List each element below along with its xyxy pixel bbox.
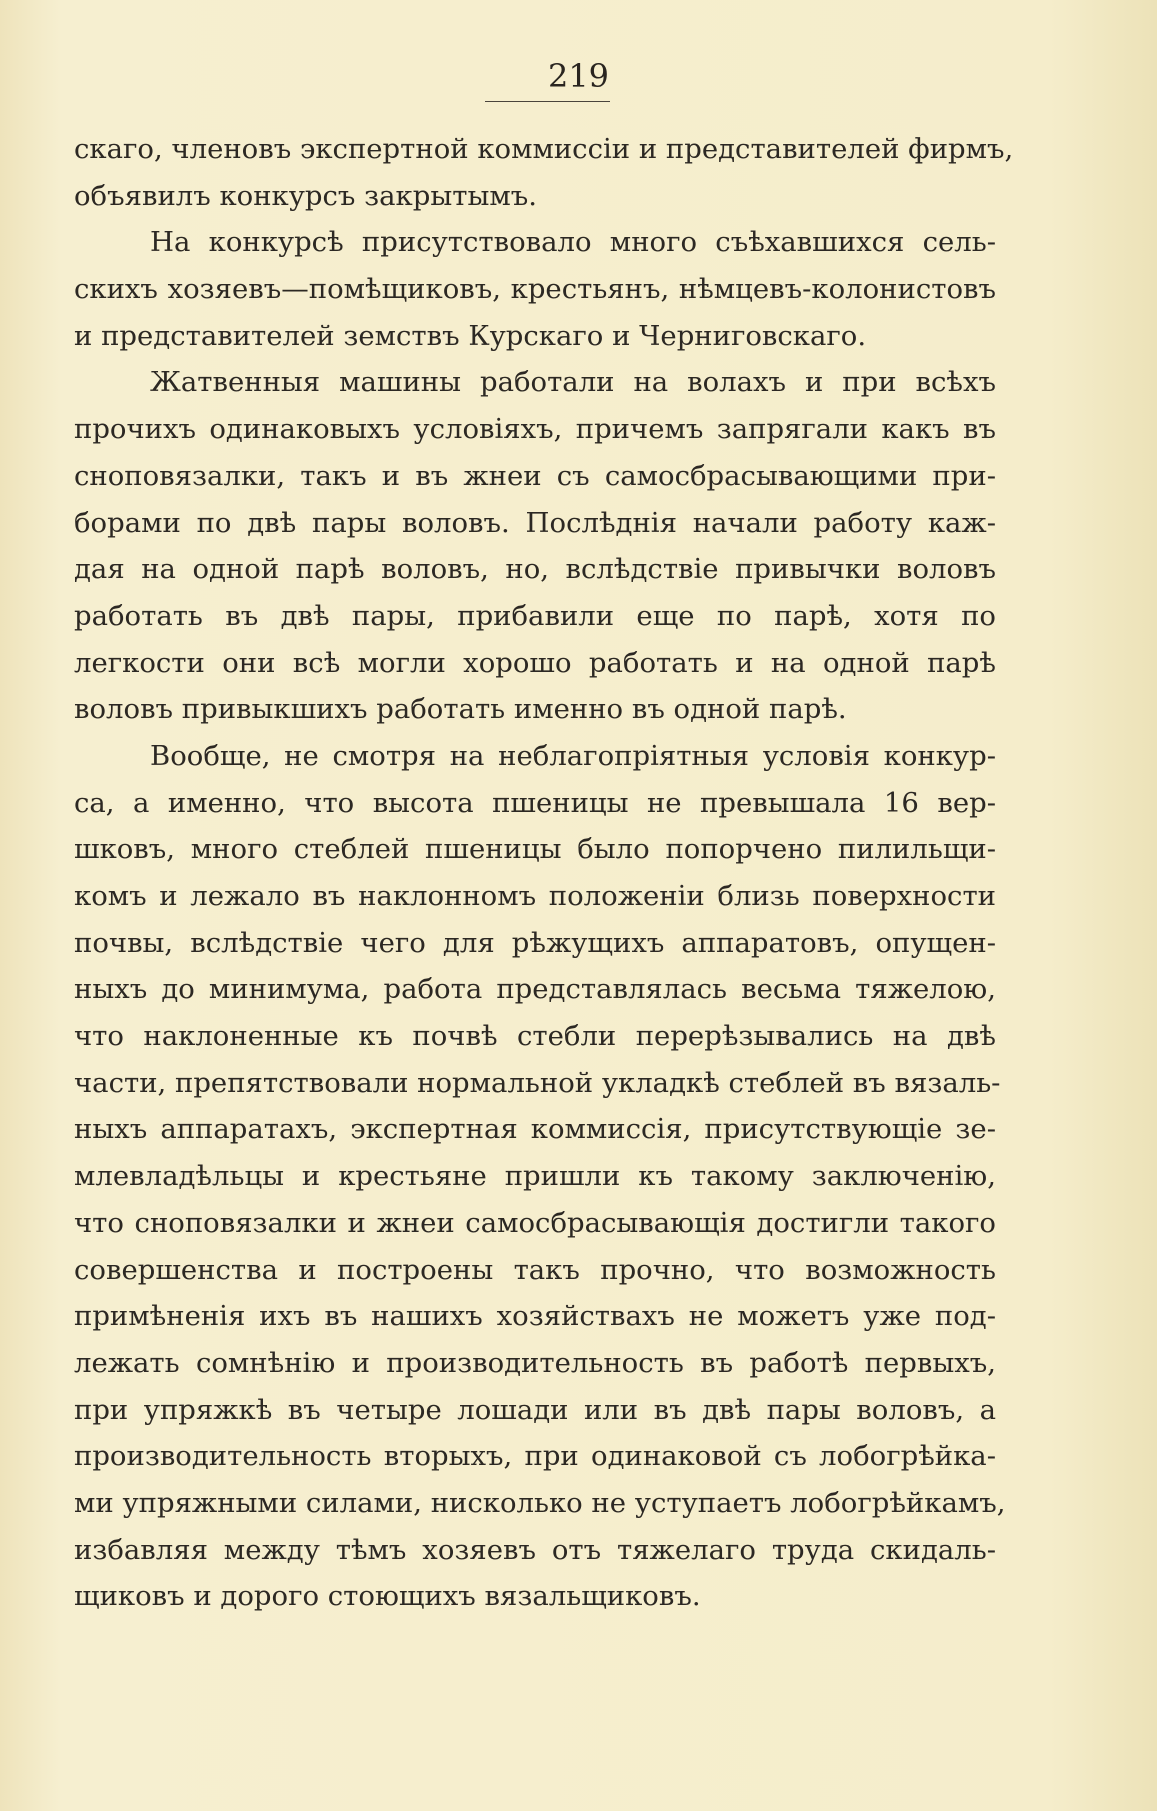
text-line: шковъ, много стеблей пшеницы было попорчено пилильщи-	[74, 833, 996, 866]
text-line: ныхъ аппаратахъ, экспертная коммиссія, присутствующіе зе-	[74, 1113, 996, 1146]
text-line: объявилъ конкурсъ закрытымъ.	[74, 179, 537, 212]
text-line: работать въ двѣ пары, прибавили еще по парѣ, хотя по	[74, 599, 996, 632]
text-line: щиковъ и дорого стоющихъ вязальщиковъ.	[74, 1580, 701, 1613]
text-line: совершенства и построены такъ прочно, что возможность	[74, 1253, 996, 1286]
text-line: воловъ привыкшихъ работать именно въ одной парѣ.	[74, 693, 847, 726]
text-line: сноповязалки, такъ и въ жнеи съ самосбрасывающими при-	[74, 459, 996, 492]
text-line: легкости они всѣ могли хорошо работать и на одной парѣ	[74, 646, 996, 679]
text-line: са, а именно, что высота пшеницы не превышала 16 вер-	[74, 786, 996, 819]
text-line: дая на одной парѣ воловъ, но, вслѣдствіе привычки воловъ	[74, 553, 996, 586]
text-line: что наклоненные къ почвѣ стебли перерѣзывались на двѣ	[74, 1020, 996, 1053]
text-line: почвы, вслѣдствіе чего для рѣжущихъ аппаратовъ, опущен-	[74, 926, 996, 959]
text-line: борами по двѣ пары воловъ. Послѣднія начали работу каж-	[74, 506, 996, 539]
text-line: что сноповязалки и жнеи самосбрасывающія достигли такого	[74, 1206, 996, 1239]
text-line: лежать сомнѣнію и производительность въ работѣ первыхъ,	[74, 1346, 996, 1379]
page-number-rule	[485, 101, 610, 102]
text-line: примѣненія ихъ въ нашихъ хозяйствахъ не можетъ уже под-	[74, 1300, 996, 1333]
text-line: млевладѣльцы и крестьяне пришли къ такому заключенію,	[74, 1160, 996, 1193]
text-line: производительность вторыхъ, при одинаковой съ лобогрѣйка-	[74, 1440, 996, 1473]
text-line: и представителей земствъ Курскаго и Черниговскаго.	[74, 319, 867, 352]
text-line: скаго, членовъ экспертной коммиссіи и представителей фирмъ,	[74, 133, 1014, 165]
text-line: избавляя между тѣмъ хозяевъ отъ тяжелаго труда скидаль-	[74, 1533, 996, 1566]
text-line: Вообще, не смотря на неблагопріятныя условія конкур-	[150, 739, 996, 772]
text-line: части, препятствовали нормальной укладкѣ стеблей въ вязаль-	[74, 1066, 1001, 1099]
text-line: ми упряжными силами, нисколько не уступаетъ лобогрѣйкамъ,	[74, 1486, 1006, 1519]
text-line: ныхъ до минимума, работа представлялась весьма тяжелою,	[74, 973, 996, 1006]
text-line: комъ и лежало въ наклонномъ положеніи близь поверхности	[74, 880, 996, 912]
page-number: 219	[547, 57, 610, 95]
text-line: скихъ хозяевъ—помѣщиковъ, крестьянъ, нѣмцевъ-колонистовъ	[74, 273, 996, 306]
text-line: при упряжкѣ въ четыре лошади или въ двѣ пары воловъ, а	[74, 1393, 996, 1426]
text-line: Жатвенныя машины работали на волахъ и при всѣхъ	[150, 366, 996, 399]
text-line: На конкурсѣ присутствовало много съѣхавшихся сель-	[150, 226, 996, 259]
text-line: прочихъ одинаковыхъ условіяхъ, причемъ запрягали какъ въ	[74, 413, 996, 446]
body-text	[74, 126, 1014, 1620]
